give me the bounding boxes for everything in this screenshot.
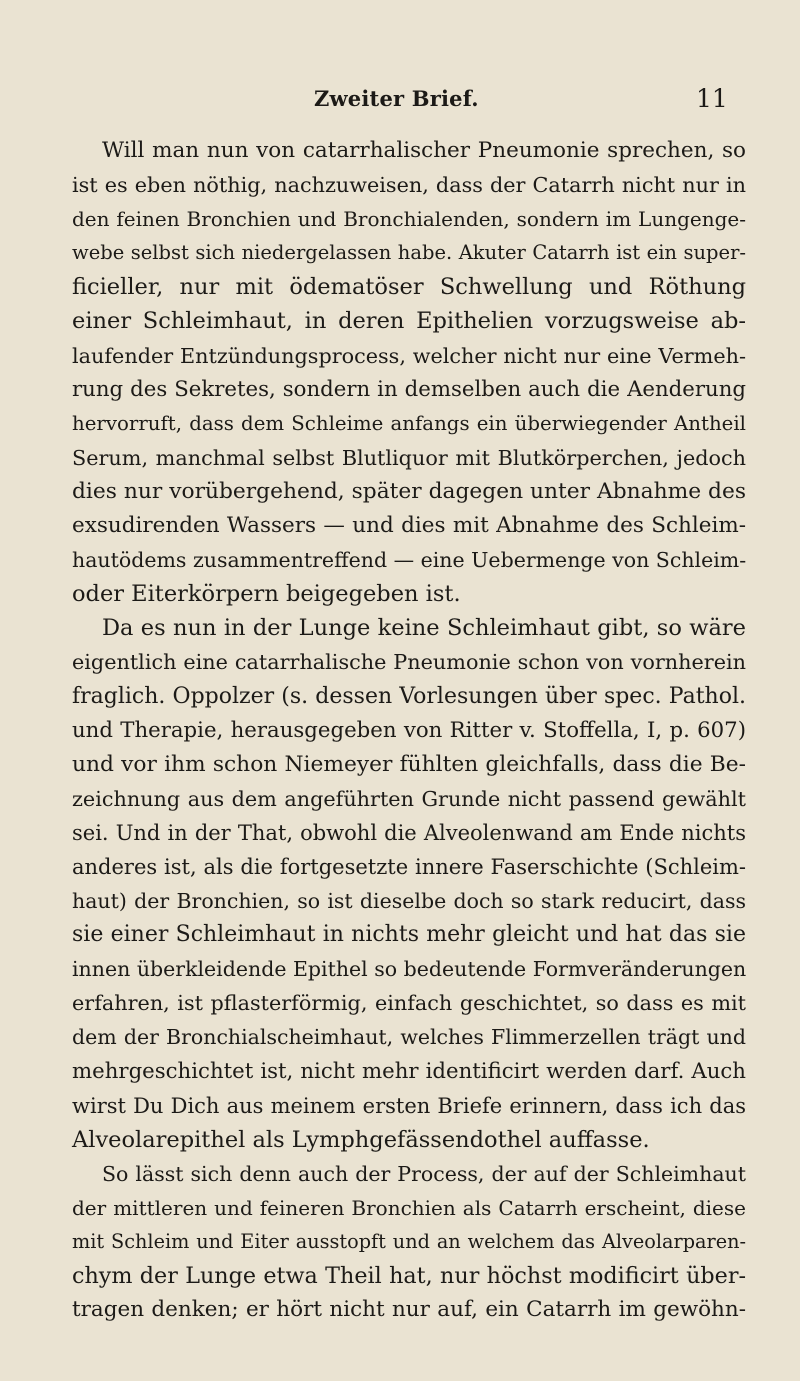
text-line: fraglich. Oppolzer (s. dessen Vorlesungen über spec. Pathol. xyxy=(72,683,746,709)
text-line: sie einer Schleimhaut in nichts mehr gleicht und hat das sie xyxy=(72,922,746,948)
text-line: ficieller, nur mit ödematöser Schwellung und Röthung xyxy=(72,274,746,301)
text-line: dem der Bronchialscheimhaut, welches Flimmerzellen trägt und xyxy=(72,1025,746,1050)
text-line: exsudirenden Wassers — und dies mit Abnahme des Schleim- xyxy=(72,513,746,539)
text-line: anderes ist, als die fortgesetzte innere Faserschichte (Schleim- xyxy=(72,854,746,879)
text-line: sei. Und in der That, obwohl die Alveolenwand am Ende nichts xyxy=(72,820,746,845)
text-line: erfahren, ist pflasterförmig, einfach geschichtet, so dass es mit xyxy=(72,991,746,1016)
text-line: tragen denken; er hört nicht nur auf, ein Catarrh im gewöhn- xyxy=(72,1297,746,1323)
text-line: und vor ihm schon Niemeyer fühlten gleichfalls, dass die Be- xyxy=(72,751,746,777)
text-line: mehrgeschichtet ist, nicht mehr identificirt werden darf. Auch xyxy=(72,1058,746,1084)
text-line: chym der Lunge etwa Theil hat, nur höchst modificirt über- xyxy=(72,1263,746,1290)
text-line: eigentlich eine catarrhalische Pneumonie schon von vornherein xyxy=(72,650,746,675)
text-line: Serum, manchmal selbst Blutliquor mit Blutkörperchen, jedoch xyxy=(72,445,746,470)
page-header xyxy=(0,84,800,118)
text-line: webe selbst sich niedergelassen habe. Akuter Catarrh ist ein super- xyxy=(72,241,746,265)
text-line: So lässt sich denn auch der Process, der auf der Schleimhaut xyxy=(102,1161,746,1186)
text-line: hervorruft, dass dem Schleime anfangs ein überwiegender Antheil xyxy=(72,411,746,435)
text-line: wirst Du Dich aus meinem ersten Briefe erinnern, dass ich das xyxy=(72,1093,746,1118)
text-line: einer Schleimhaut, in deren Epithelien vorzugsweise ab- xyxy=(72,308,746,335)
text-line: und Therapie, herausgegeben von Ritter v. Stoffella, I, p. 607) xyxy=(72,717,746,743)
text-line: Will man nun von catarrhalischer Pneumonie sprechen, so xyxy=(102,138,746,163)
text-line: Da es nun in der Lunge keine Schleimhaut gibt, so wäre xyxy=(102,615,746,642)
body-text xyxy=(72,134,746,1327)
text-line: Alveolarepithel als Lymphgefässendothel auffasse. xyxy=(72,1126,650,1153)
text-line: den feinen Bronchien und Bronchialenden, sondern im Lungenge- xyxy=(72,207,746,232)
text-line: mit Schleim und Eiter ausstopft und an welchem das Alveolarparen- xyxy=(72,1230,746,1253)
text-line: zeichnung aus dem angeführten Grunde nicht passend gewählt xyxy=(72,786,746,811)
text-line: rung des Sekretes, sondern in demselben auch die Aenderung xyxy=(72,376,746,402)
text-line: ist es eben nöthig, nachzuweisen, dass der Catarrh nicht nur in xyxy=(72,173,746,198)
text-line: dies nur vorübergehend, später dagegen unter Abnahme des xyxy=(72,478,746,504)
running-head: Zweiter Brief. xyxy=(314,86,479,111)
text-line: oder Eiterkörpern beigegeben ist. xyxy=(72,581,461,608)
text-line: der mittleren und feineren Bronchien als Catarrh erscheint, diese xyxy=(72,1195,746,1220)
text-line: laufender Entzündungsprocess, welcher nicht nur eine Vermeh- xyxy=(72,343,746,368)
text-line: haut) der Bronchien, so ist dieselbe doch so stark reducirt, dass xyxy=(72,889,746,914)
text-line: innen überkleidende Epithel so bedeutende Formveränderungen xyxy=(72,957,747,982)
text-line: hautödems zusammentreffend — eine Uebermenge von Schleim- xyxy=(72,548,747,573)
page-number: 11 xyxy=(696,84,728,113)
